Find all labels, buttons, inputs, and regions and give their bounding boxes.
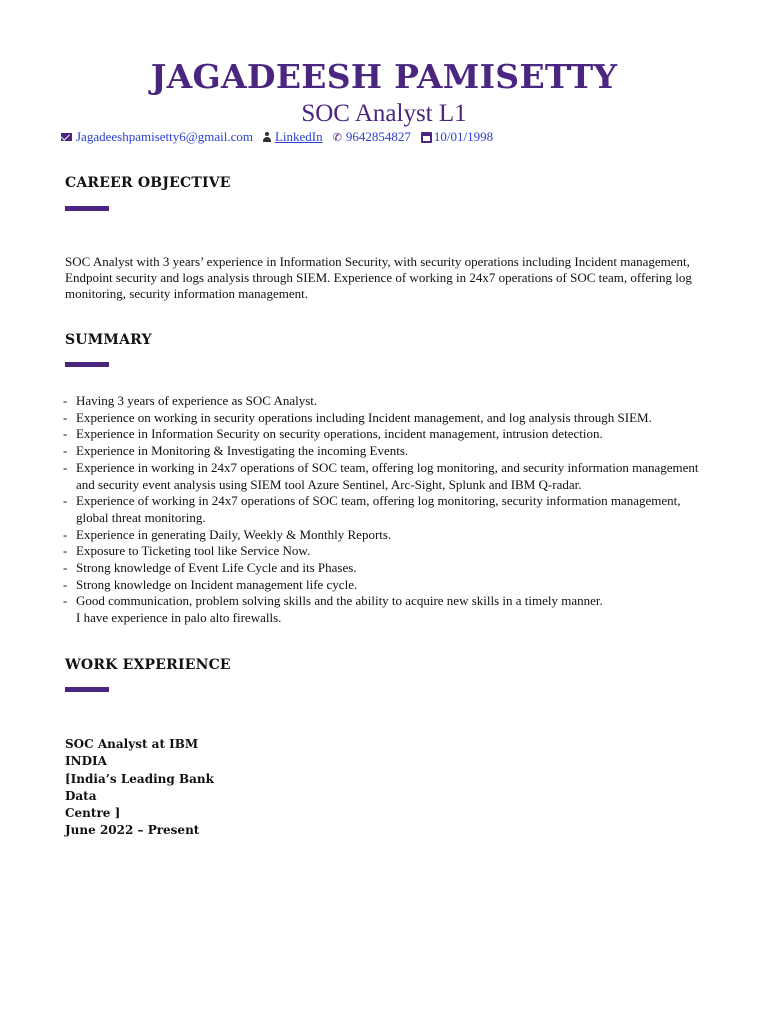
linkedin-link[interactable]: LinkedIn xyxy=(274,129,323,144)
email-text[interactable]: Jagadeeshpamisetty6@gmail.com xyxy=(76,129,253,144)
career-objective-text: SOC Analyst with 3 years’ experience in Information Security, with security operations including Incident management, Endpoint security and logs analysis through SIEM. Experience of working in 24x7 operations of SOC team, offering log monitoring, security information management. xyxy=(65,254,692,301)
dob-text: 10/01/1998 xyxy=(433,129,494,144)
work-experience-heading: WORK EXPERIENCE xyxy=(65,657,231,673)
list-item: - Experience in Information Security on security operations, incident management, intrusion detection. xyxy=(63,426,603,442)
phone-text: 9642854827 xyxy=(345,129,411,144)
phone-icon: ✆ xyxy=(332,131,342,144)
list-item: - Strong knowledge on Incident management life cycle. xyxy=(63,576,358,592)
job-dates: June 2022 – Present xyxy=(65,823,200,838)
user-icon xyxy=(263,132,271,142)
candidate-name: JAGADEESH PAMISETTY xyxy=(150,57,618,96)
list-item: - Good communication, problem solving skills and the ability to acquire new skills in a timely manner. xyxy=(63,593,603,609)
summary-heading: SUMMARY xyxy=(65,332,152,348)
list-item: I have experience in palo alto firewalls. xyxy=(76,610,282,626)
job-client: [India’s Leading Bank Data xyxy=(65,771,214,803)
linkedin-item[interactable] xyxy=(263,129,323,145)
list-item: - Experience in Monitoring & Investigating the incoming Events. xyxy=(63,443,409,459)
job-client-cont: Centre ] xyxy=(65,806,121,821)
list-item: - Experience on working in security operations including Incident management, and log analysis through SIEM. xyxy=(63,409,652,425)
work-entry xyxy=(65,736,235,840)
section-divider xyxy=(65,362,109,367)
calendar-icon xyxy=(421,132,432,143)
list-item: - Exposure to Ticketing tool like Service Now. xyxy=(63,543,311,559)
candidate-role: SOC Analyst L1 xyxy=(301,100,467,127)
section-divider xyxy=(65,687,109,692)
email-item[interactable] xyxy=(61,129,253,145)
list-item: - Strong knowledge of Event Life Cycle and its Phases. xyxy=(63,560,357,576)
list-item: - Having 3 years of experience as SOC Analyst. xyxy=(63,393,318,408)
list-item: - Experience of working in 24x7 operations of SOC team, offering log monitoring, security information management, global threat monitoring. xyxy=(63,493,681,525)
phone-item xyxy=(333,129,411,145)
section-divider xyxy=(65,206,109,211)
job-title: SOC Analyst at IBM INDIA xyxy=(65,737,199,769)
contact-bar xyxy=(61,129,503,145)
summary-list xyxy=(63,393,713,627)
list-item: - Experience in generating Daily, Weekly & Monthly Reports. xyxy=(63,526,392,542)
list-item: - Experience in working in 24x7 operations of SOC team, offering log monitoring, and security information management and security event analysis using SIEM tool Azure Sentinel, Arc-Sight, Splunk and IBM Q-radar. xyxy=(63,459,699,492)
envelope-icon xyxy=(61,133,72,141)
career-objective-heading: CAREER OBJECTIVE xyxy=(65,175,231,191)
dob-item xyxy=(421,129,493,145)
